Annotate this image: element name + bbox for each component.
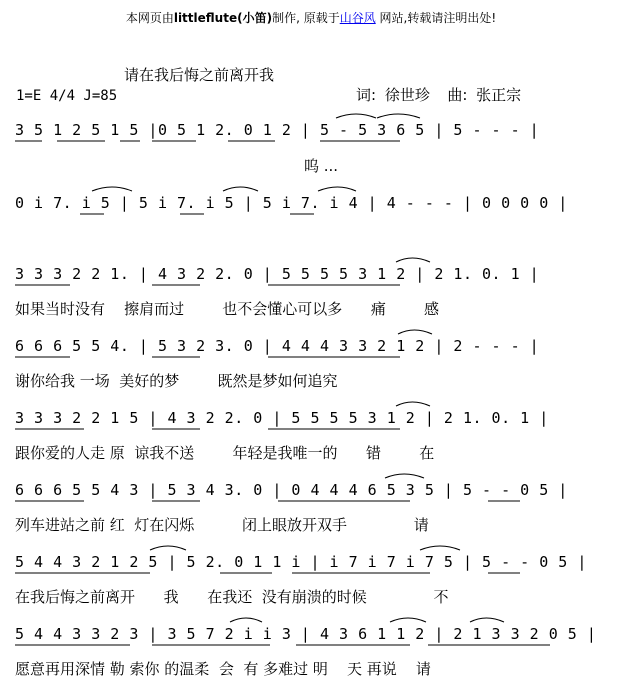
tie-arc <box>336 114 376 118</box>
header-pre: 本网页由 <box>125 11 174 25</box>
song-title: 请在我后悔之前离开我 <box>124 66 275 84</box>
intro-hum: 呜 ... <box>304 157 339 175</box>
header-mid: 制作, 原载于 <box>272 11 340 25</box>
notation-line-7: 5 4 4 3 2 1 2 5 | 5 2. 0 1 1 i | i 7 i 7 i 7 5 | 5 - - 0 5 | <box>15 553 587 571</box>
notation-line-8: 5 4 4 3 3 2 3 | 3 5 7 2 i i 3 | 4 3 6 1 1 2 | 2 1 3 3 2 0 5 | <box>15 625 597 643</box>
site-header <box>0 12 622 24</box>
notation-line-3: 3 3 3 2 2 1. | 4 3 2 2. 0 | 5 5 5 5 3 1 2 | 2 1. 0. 1 | <box>15 265 540 283</box>
tie-arc <box>398 330 432 334</box>
notation-line-4: 6 6 6 5 5 4. | 5 3 2 3. 0 | 4 4 4 3 3 2 1 2 | 2 - - - | <box>15 337 540 355</box>
tie-arc <box>318 187 356 191</box>
notation-line-6: 6 6 6 5 5 4 3 | 5 3 4 3. 0 | 0 4 4 4 6 5 3 5 | 5 - - 0 5 | <box>15 481 568 499</box>
lyric-line-5: 跟你爱的人走 原 谅我不送 年轻是我唯一的 错 在 <box>15 444 435 462</box>
lyric-line-4: 谢你给我 一场 美好的梦 既然是梦如何追究 <box>15 372 338 390</box>
tie-arc <box>396 402 430 406</box>
tie-arc <box>230 618 262 622</box>
tie-arc <box>390 618 426 622</box>
lyric-line-6: 列车进站之前 红 灯在闪烁 闭上眼放开双手 请 <box>15 516 429 534</box>
notation-line-1: 3 5 1 2 5 1 5 |0 5 1 2. 0 1 2 | 5 - 5 3 6 5 | 5 - - - | <box>15 121 540 139</box>
song-credits: 词: 徐世珍 曲: 张正宗 <box>356 86 522 104</box>
tie-arc <box>470 618 504 622</box>
tie-arc <box>92 187 132 191</box>
lyric-line-8: 愿意再用深情 勒 索你 的温柔 会 有 多难过 明 天 再说 请 <box>15 660 431 678</box>
header-brand: littleflute(小笛) <box>173 11 273 25</box>
tie-arc <box>396 258 430 262</box>
tie-arc <box>385 474 424 478</box>
header-post: 网站,转载请注明出处! <box>375 11 497 25</box>
tie-arc <box>377 114 420 118</box>
lyric-line-3: 如果当时没有 擦肩而过 也不会懂心可以多 痛 感 <box>15 300 439 318</box>
tie-arc <box>223 187 258 191</box>
key-tempo: 1=E 4/4 J=85 <box>16 88 118 104</box>
notation-line-5: 3 3 3 2 2 1 5 | 4 3 2 2. 0 | 5 5 5 5 3 1 2 | 2 1. 0. 1 | <box>15 409 549 427</box>
tie-arc <box>150 546 186 550</box>
notation-line-2: 0 i 7. i 5 | 5 i 7. i 5 | 5 i 7. i 4 | 4 - - - | 0 0 0 0 | <box>15 194 568 212</box>
source-site-link[interactable]: 山谷风 <box>339 11 376 25</box>
lyric-line-7: 在我后悔之前离开 我 在我还 没有崩溃的时候 不 <box>15 588 449 606</box>
tie-arc <box>420 546 460 550</box>
